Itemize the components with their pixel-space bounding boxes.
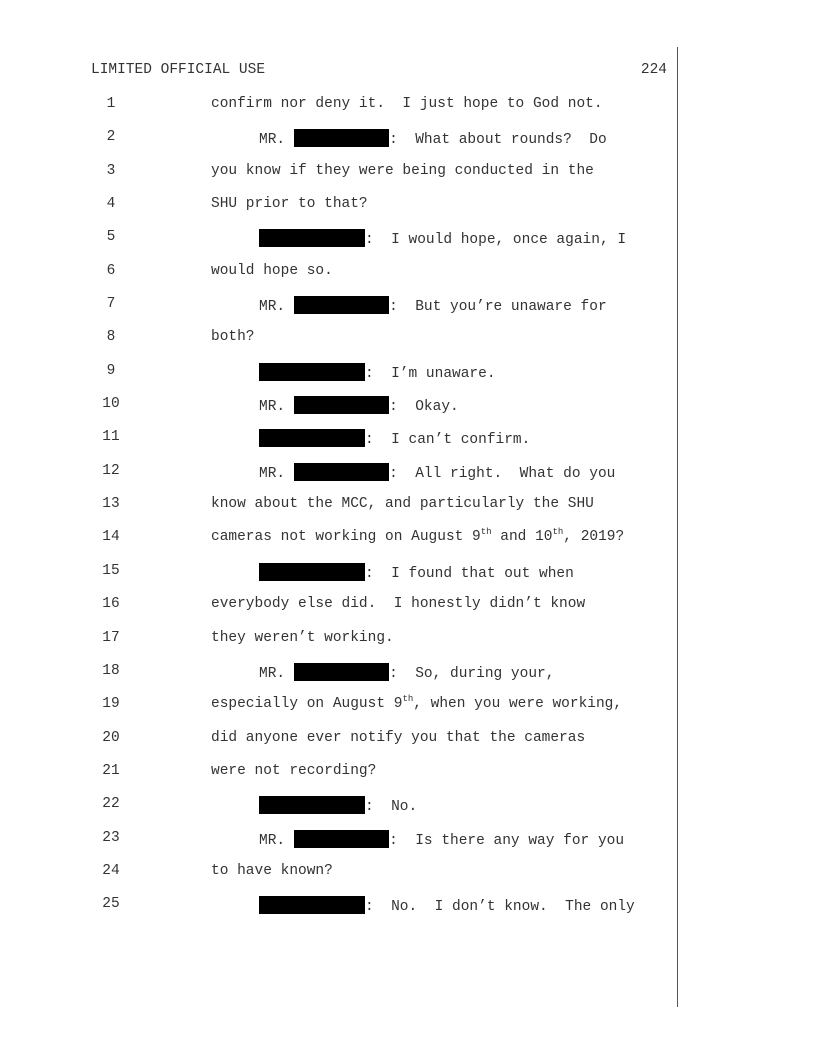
text-segment: : I’m unaware. — [365, 365, 496, 382]
line-number: 5 — [106, 229, 116, 246]
text-segment: MR. — [259, 665, 286, 682]
transcript-line — [0, 627, 816, 660]
line-number: 21 — [102, 762, 120, 779]
line-number: 20 — [102, 729, 120, 746]
line-text — [211, 696, 622, 712]
line-number: 9 — [106, 362, 116, 379]
classification-header: LIMITED OFFICIAL USE — [91, 62, 266, 78]
text-segment: to have known? — [211, 862, 333, 879]
transcript-line — [0, 360, 816, 393]
redaction-box — [294, 396, 389, 414]
line-number: 12 — [102, 462, 120, 479]
line-text — [259, 896, 635, 915]
text-segment: , 2019? — [563, 529, 625, 546]
line-number: 23 — [102, 829, 120, 846]
transcript-line — [0, 560, 816, 593]
text-segment: confirm nor deny it. I just hope to God not. — [211, 96, 603, 112]
line-number: 13 — [102, 496, 120, 513]
redaction-box — [294, 463, 389, 481]
line-text — [259, 229, 626, 248]
line-number: 7 — [106, 296, 116, 313]
line-text — [259, 796, 417, 815]
line-number: 2 — [106, 129, 116, 146]
redaction-box — [259, 896, 365, 914]
transcript-line — [0, 526, 816, 559]
text-segment: MR. — [259, 832, 286, 849]
line-number: 16 — [102, 596, 120, 613]
text-segment: : No. — [365, 799, 418, 816]
text-segment: MR. — [259, 299, 286, 316]
text-segment: : All right. What do you — [389, 465, 616, 482]
transcript-line — [0, 760, 816, 793]
text-segment: : So, during your, — [389, 665, 555, 682]
superscript: th — [552, 527, 564, 538]
text-segment: and 10 — [491, 529, 553, 546]
transcript-line — [0, 426, 816, 459]
redaction-box — [259, 229, 365, 247]
line-number: 17 — [102, 629, 120, 646]
line-number: 8 — [106, 329, 116, 346]
line-number: 3 — [106, 162, 116, 179]
transcript-line — [0, 893, 816, 926]
transcript-line — [0, 660, 816, 693]
transcript-line — [0, 727, 816, 760]
line-text — [259, 429, 530, 448]
line-text — [211, 163, 594, 179]
transcript-line — [0, 326, 816, 359]
line-text — [259, 296, 607, 315]
line-text — [211, 730, 585, 746]
redaction-box — [294, 129, 389, 147]
transcript-line — [0, 460, 816, 493]
text-segment: : Okay. — [389, 399, 459, 416]
transcript-line — [0, 693, 816, 726]
line-text — [211, 630, 394, 646]
transcript-line — [0, 593, 816, 626]
transcript-line — [0, 293, 816, 326]
line-text — [259, 129, 607, 148]
line-text — [259, 563, 574, 582]
line-number: 11 — [102, 429, 120, 446]
text-segment: : No. I don’t know. The only — [365, 899, 635, 916]
text-segment: know about the MCC, and particularly the SHU — [211, 496, 594, 513]
text-segment: : I can’t confirm. — [365, 432, 531, 449]
transcript-line — [0, 827, 816, 860]
line-text — [211, 863, 333, 879]
line-text — [211, 763, 376, 779]
redaction-box — [294, 830, 389, 848]
transcript-line — [0, 126, 816, 159]
transcript-line — [0, 93, 816, 126]
page-number: 224 — [640, 62, 667, 78]
line-number: 1 — [106, 96, 116, 112]
text-segment: MR. — [259, 465, 286, 482]
redaction-box — [259, 796, 365, 814]
transcript-line — [0, 393, 816, 426]
redaction-box — [294, 296, 389, 314]
text-segment: both? — [211, 329, 255, 346]
transcript-line — [0, 193, 816, 226]
text-segment: : I found that out when — [365, 565, 574, 582]
line-text — [211, 96, 603, 112]
line-number: 6 — [106, 262, 116, 279]
line-text — [211, 263, 333, 279]
line-number: 14 — [102, 529, 120, 546]
transcript-line — [0, 493, 816, 526]
transcript-line — [0, 160, 816, 193]
superscript: th — [480, 527, 492, 538]
text-segment: would hope so. — [211, 262, 333, 279]
text-segment: : I would hope, once again, I — [365, 232, 627, 249]
line-text — [211, 196, 368, 212]
superscript: th — [402, 694, 414, 705]
line-number: 19 — [102, 696, 120, 713]
line-number: 22 — [102, 796, 120, 813]
line-text — [259, 830, 624, 849]
redaction-box — [259, 429, 365, 447]
redaction-box — [259, 363, 365, 381]
line-text — [211, 529, 624, 545]
transcript-line — [0, 793, 816, 826]
line-number: 18 — [102, 662, 120, 679]
transcript-line — [0, 226, 816, 259]
text-segment: were not recording? — [211, 762, 377, 779]
text-segment: MR. — [259, 132, 286, 149]
text-segment: : But you’re unaware for — [389, 299, 607, 316]
line-text — [259, 396, 459, 415]
line-number: 25 — [102, 896, 120, 913]
redaction-box — [259, 563, 365, 581]
line-text — [211, 329, 255, 345]
text-segment: especially on August 9 — [211, 696, 403, 713]
text-segment: did anyone ever notify you that the cameras — [211, 729, 586, 746]
transcript-lines — [0, 93, 816, 927]
text-segment: , when you were working, — [413, 696, 623, 713]
transcript-line — [0, 260, 816, 293]
line-text — [259, 363, 496, 382]
text-segment: you know if they were being conducted in the — [211, 162, 594, 179]
transcript-line — [0, 860, 816, 893]
line-number: 4 — [106, 196, 116, 213]
line-text — [259, 663, 554, 682]
line-text — [211, 496, 594, 512]
line-number: 24 — [102, 862, 120, 879]
text-segment: cameras not working on August 9 — [211, 529, 481, 546]
text-segment: MR. — [259, 399, 286, 416]
text-segment: they weren’t working. — [211, 629, 394, 646]
text-segment: : What about rounds? Do — [389, 132, 607, 149]
line-text — [211, 596, 585, 612]
line-number: 15 — [102, 562, 120, 579]
text-segment: : Is there any way for you — [389, 832, 625, 849]
text-segment: everybody else did. I honestly didn’t know — [211, 596, 586, 613]
line-number: 10 — [102, 396, 120, 413]
line-text — [259, 463, 615, 482]
redaction-box — [294, 663, 389, 681]
text-segment: SHU prior to that? — [211, 196, 368, 213]
